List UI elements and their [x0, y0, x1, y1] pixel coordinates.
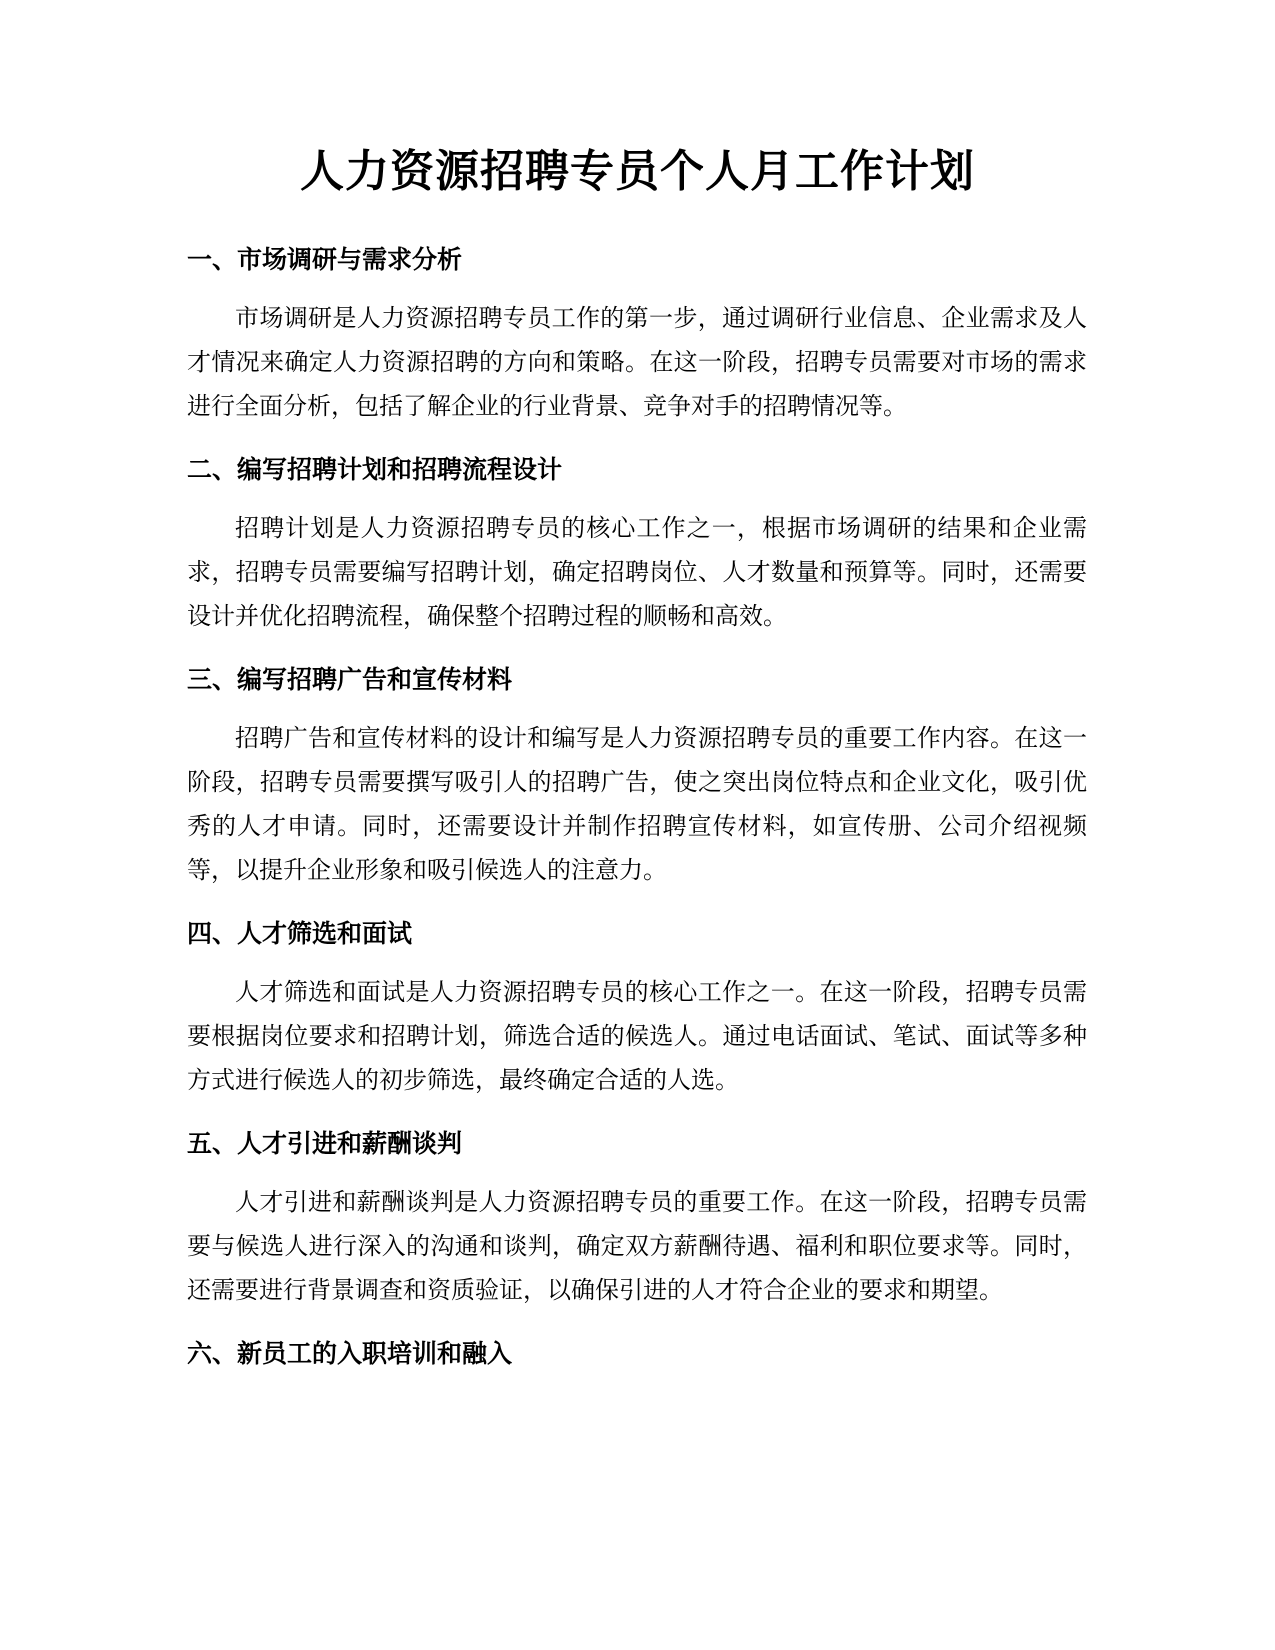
section-heading: 五、人才引进和薪酬谈判	[187, 1129, 463, 1158]
section-heading: 二、编写招聘计划和招聘流程设计	[187, 455, 563, 484]
section-5	[187, 1122, 1087, 1312]
section-3	[187, 658, 1087, 892]
section-paragraph: 人才引进和薪酬谈判是人力资源招聘专员的重要工作。在这一阶段，招聘专员需要与候选人进行深入的沟通和谈判，确定双方薪酬待遇、福利和职位要求等。同时，还需要进行背景调查和资质验证，以确保引进的人才符合企业的要求和期望。	[187, 1188, 1087, 1304]
section-paragraph: 市场调研是人力资源招聘专员工作的第一步，通过调研行业信息、企业需求及人才情况来确定人力资源招聘的方向和策略。在这一阶段，招聘专员需要对市场的需求进行全面分析，包括了解企业的行业背景、竞争对手的招聘情况等。	[187, 304, 1087, 420]
section-heading: 四、人才筛选和面试	[187, 919, 413, 948]
section-heading: 一、市场调研与需求分析	[187, 245, 463, 274]
section-1	[187, 238, 1087, 428]
section-heading: 三、编写招聘广告和宣传材料	[187, 665, 513, 694]
section-paragraph: 人才筛选和面试是人力资源招聘专员的核心工作之一。在这一阶段，招聘专员需要根据岗位要求和招聘计划，筛选合适的候选人。通过电话面试、笔试、面试等多种方式进行候选人的初步筛选，最终确定合适的人选。	[187, 978, 1087, 1094]
section-6	[187, 1332, 1087, 1376]
section-heading: 六、新员工的入职培训和融入	[187, 1339, 513, 1368]
section-4	[187, 912, 1087, 1102]
section-paragraph: 招聘广告和宣传材料的设计和编写是人力资源招聘专员的重要工作内容。在这一阶段，招聘专员需要撰写吸引人的招聘广告，使之突出岗位特点和企业文化，吸引优秀的人才申请。同时，还需要设计并制作招聘宣传材料，如宣传册、公司介绍视频等，以提升企业形象和吸引候选人的注意力。	[187, 724, 1087, 884]
section-2	[187, 448, 1087, 638]
section-paragraph: 招聘计划是人力资源招聘专员的核心工作之一，根据市场调研的结果和企业需求，招聘专员需要编写招聘计划，确定招聘岗位、人才数量和预算等。同时，还需要设计并优化招聘流程，确保整个招聘过程的顺畅和高效。	[187, 514, 1087, 630]
document-content	[187, 238, 1087, 1390]
document-title: 人力资源招聘专员个人月工作计划	[300, 146, 975, 197]
